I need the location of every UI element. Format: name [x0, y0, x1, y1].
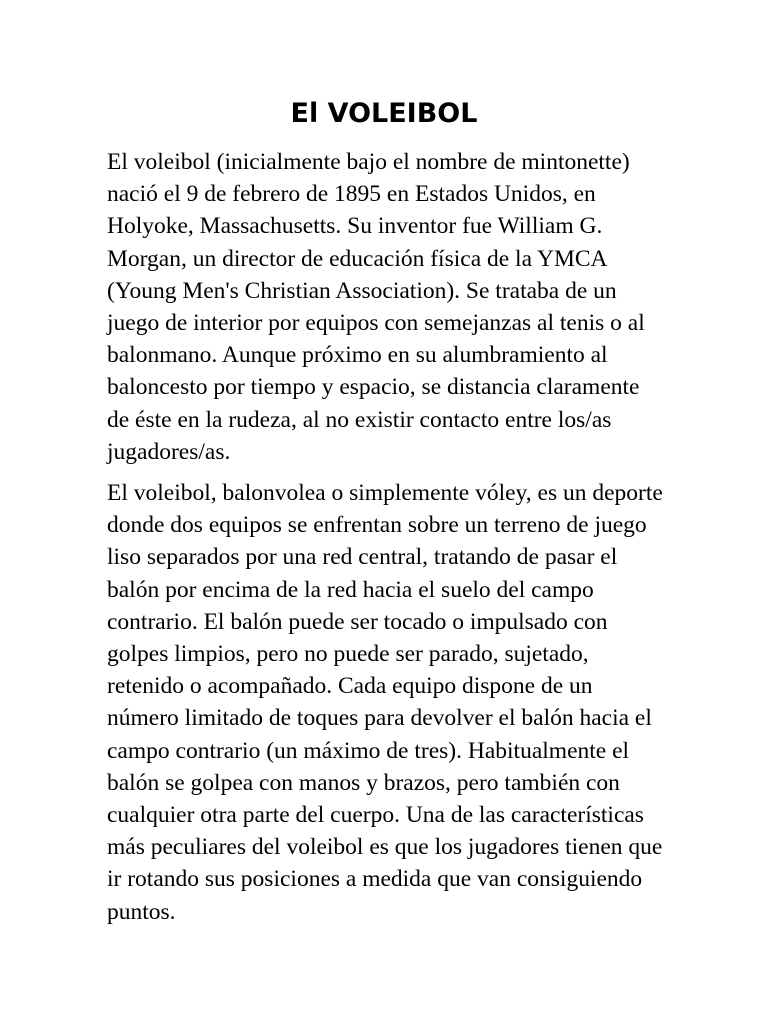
- paragraph-rules: El voleibol, balonvolea o simplemente vóley, es un deporte donde dos equipos se enfrentan sobre un terreno de juego liso separados por una red central, tratando de pasar el balón por encima de la red hacia el suelo del campo contrario. El balón puede ser tocado o impulsado con golpes limpios, pero no puede ser parado, sujetado, retenido o acompañado. Cada equipo dispone de un número limitado de toques para devolver el balón hacia el campo contrario (un máximo de tres). Habitualmente el balón se golpea con manos y brazos, pero también con cualquier otra parte del cuerpo. Una de las características más peculiares del voleibol es que los jugadores tienen que ir rotando sus posiciones a medida que van consiguiendo puntos.: [107, 480, 663, 925]
- paragraph-history: El voleibol (inicialmente bajo el nombre de mintonette) nació el 9 de febrero de 1895 en Estados Unidos, en Holyoke, Massachusetts. Su inventor fue William G. Morgan, un director de educación física de la YMCA (Young Men's Christian Association). Se trataba de un juego de interior por equipos con semejanzas al tenis o al balonmano. Aunque próximo en su alumbramiento al baloncesto por tiempo y espacio, se distancia claramente de éste en la rudeza, al no existir contacto entre los/as jugadores/as.: [107, 149, 645, 465]
- document-title: El VOLEIBOL: [290, 98, 478, 129]
- document-body: [107, 146, 667, 937]
